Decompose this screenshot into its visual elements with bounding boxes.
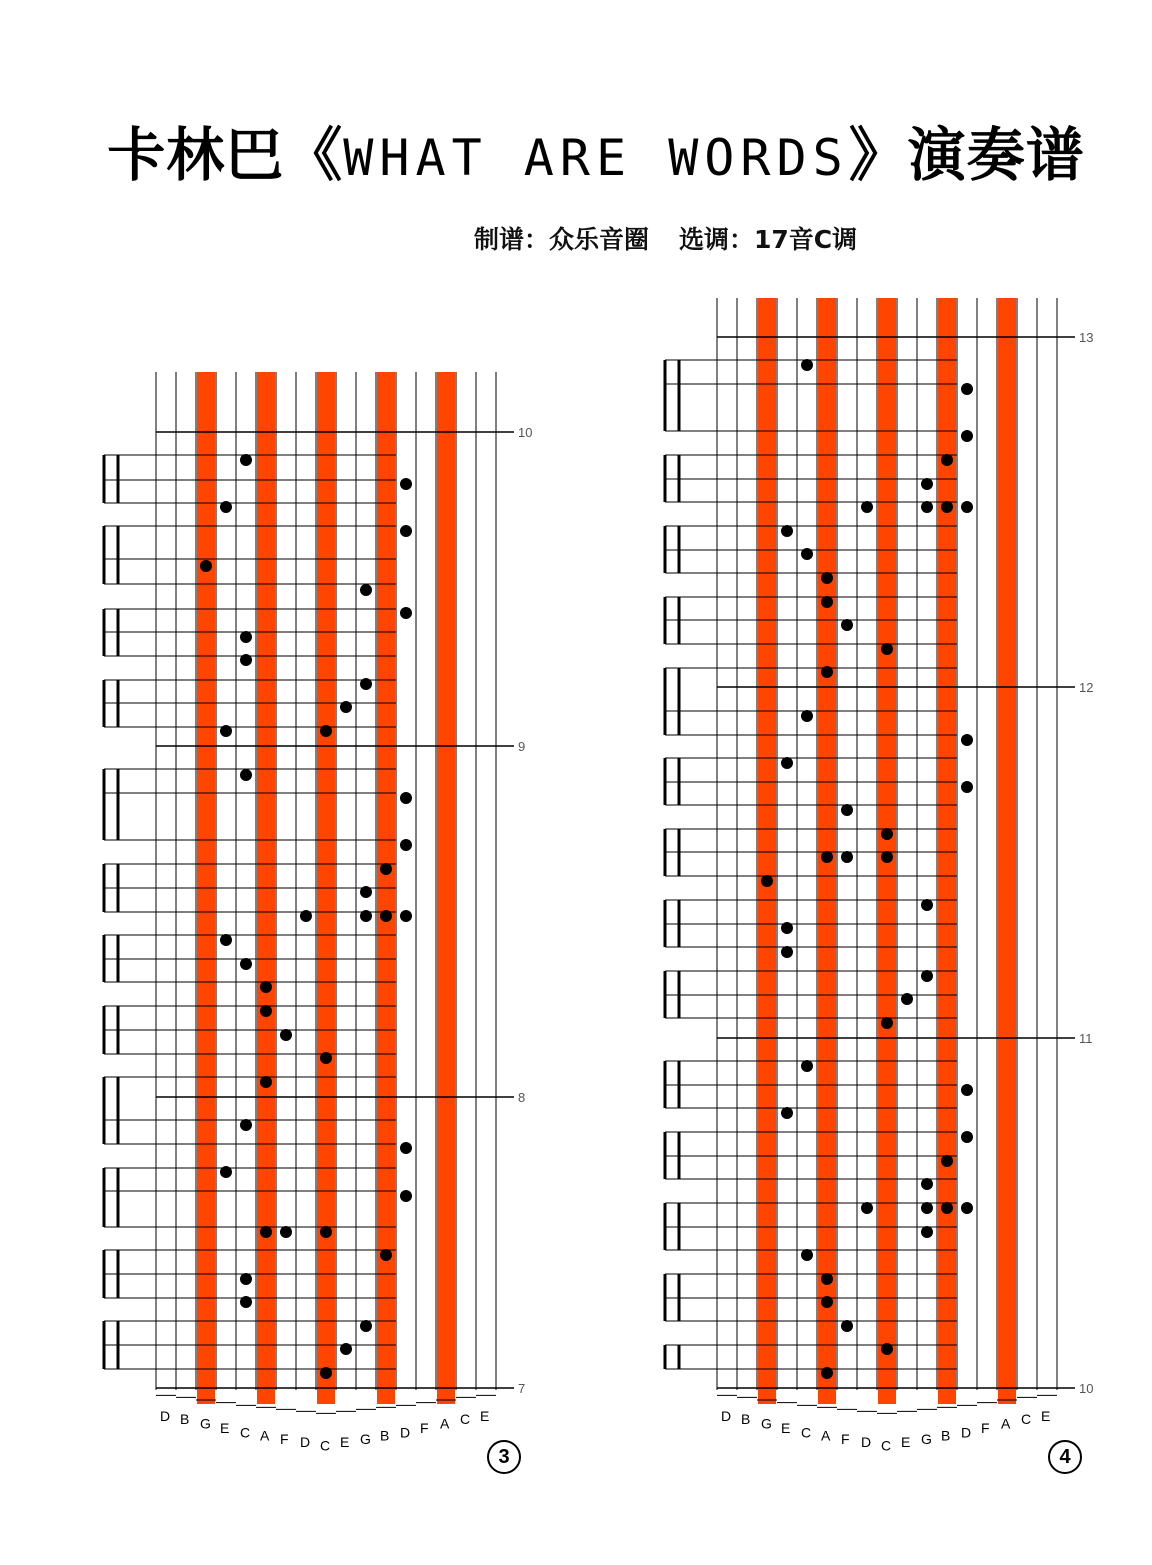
measure-number: 10	[518, 425, 533, 440]
measure-number: 12	[1079, 680, 1094, 695]
title-prefix: 卡林巴《	[107, 121, 344, 189]
note-dot	[240, 631, 252, 643]
tine-label: E	[901, 1434, 911, 1451]
tine-label: F	[280, 1430, 289, 1447]
note-dot	[941, 1155, 953, 1167]
note-dot	[921, 478, 933, 490]
note-dot	[340, 1343, 352, 1355]
measure-number: 11	[1079, 1031, 1093, 1046]
note-dot	[821, 1273, 833, 1285]
note-dot	[921, 1202, 933, 1214]
note-dot	[961, 430, 973, 442]
note-dot	[941, 454, 953, 466]
key-label: 选调：17音C调	[679, 225, 858, 254]
note-dot	[761, 875, 773, 887]
tine-label: C	[801, 1424, 812, 1441]
note-dot	[360, 584, 372, 596]
tine-label: F	[981, 1419, 990, 1436]
note-dot	[240, 1273, 252, 1285]
note-dot	[400, 525, 412, 537]
note-dot	[380, 1249, 392, 1261]
page-number-badge-4: 4	[1048, 1440, 1082, 1474]
note-dot	[881, 1017, 893, 1029]
note-dot	[881, 851, 893, 863]
note-dot	[841, 851, 853, 863]
note-dot	[240, 654, 252, 666]
note-dot	[881, 643, 893, 655]
note-dot	[941, 501, 953, 513]
note-dot	[400, 1190, 412, 1202]
tine-label: D	[861, 1434, 872, 1451]
note-dot	[921, 1226, 933, 1238]
tine-label: C	[460, 1411, 471, 1428]
note-dot	[380, 863, 392, 875]
tine-label: G	[200, 1415, 211, 1432]
note-dot	[240, 769, 252, 781]
note-dot	[921, 899, 933, 911]
note-dot	[280, 1029, 292, 1041]
note-dot	[961, 734, 973, 746]
note-dot	[801, 1249, 813, 1261]
arranger-label: 制谱：众乐音圈	[474, 225, 650, 254]
tine-label: E	[781, 1419, 791, 1436]
measure-number: 9	[518, 739, 526, 754]
note-dot	[801, 710, 813, 722]
note-dot	[220, 501, 232, 513]
orange-tine	[437, 372, 455, 1404]
note-dot	[260, 981, 272, 993]
tine-label: E	[480, 1407, 490, 1424]
note-dot	[801, 548, 813, 560]
note-dot	[781, 946, 793, 958]
tine-label: B	[741, 1411, 751, 1428]
note-dot	[881, 828, 893, 840]
measure-number: 8	[518, 1090, 526, 1105]
note-dot	[821, 1296, 833, 1308]
tine-label: D	[961, 1424, 972, 1441]
note-dot	[961, 781, 973, 793]
note-dot	[921, 501, 933, 513]
tine-label: E	[340, 1434, 350, 1451]
note-dot	[781, 1107, 793, 1119]
measure-number: 7	[518, 1381, 526, 1396]
note-dot	[320, 1226, 332, 1238]
note-dot	[400, 607, 412, 619]
tine-label: F	[841, 1430, 850, 1447]
note-dot	[961, 1131, 973, 1143]
note-dot	[220, 725, 232, 737]
note-dot	[781, 525, 793, 537]
note-dot	[300, 910, 312, 922]
note-dot	[260, 1076, 272, 1088]
note-dot	[921, 1178, 933, 1190]
tine-label: D	[721, 1407, 732, 1424]
note-dot	[861, 501, 873, 513]
note-dot	[821, 596, 833, 608]
note-dot	[961, 383, 973, 395]
measure-number: 13	[1079, 330, 1094, 345]
note-dot	[400, 478, 412, 490]
note-dot	[821, 666, 833, 678]
tine-label: A	[1001, 1415, 1011, 1432]
note-dot	[360, 910, 372, 922]
note-dot	[280, 1226, 292, 1238]
note-dot	[821, 1367, 833, 1379]
tine-label: B	[380, 1427, 390, 1444]
tine-label: G	[360, 1430, 371, 1447]
note-dot	[320, 725, 332, 737]
note-dot	[841, 1320, 853, 1332]
tine-label: A	[260, 1427, 270, 1444]
note-dot	[240, 1119, 252, 1131]
note-dot	[260, 1226, 272, 1238]
tine-label: D	[300, 1434, 311, 1451]
measure-number: 10	[1079, 1381, 1094, 1396]
note-dot	[781, 922, 793, 934]
note-dot	[781, 757, 793, 769]
tine-label: B	[180, 1411, 190, 1428]
tine-label: G	[761, 1415, 772, 1432]
tine-label: A	[821, 1427, 831, 1444]
note-dot	[941, 1202, 953, 1214]
note-dot	[961, 1084, 973, 1096]
note-dot	[400, 792, 412, 804]
note-dot	[360, 1320, 372, 1332]
tine-label: C	[240, 1424, 251, 1441]
tine-label: E	[220, 1419, 230, 1436]
note-dot	[901, 993, 913, 1005]
note-dot	[220, 1166, 232, 1178]
note-dot	[961, 501, 973, 513]
note-dot	[821, 851, 833, 863]
title-song: WHAT ARE WORDS	[343, 129, 849, 187]
note-dot	[320, 1367, 332, 1379]
note-dot	[340, 701, 352, 713]
tine-label: D	[400, 1424, 411, 1441]
note-dot	[320, 1052, 332, 1064]
tine-label: C	[1021, 1411, 1032, 1428]
tine-label: C	[881, 1437, 892, 1454]
note-dot	[400, 839, 412, 851]
note-dot	[220, 934, 232, 946]
note-dot	[881, 1343, 893, 1355]
title-suffix: 》演奏谱	[848, 121, 1085, 189]
note-dot	[240, 958, 252, 970]
note-dot	[821, 572, 833, 584]
note-dot	[240, 1296, 252, 1308]
note-dot	[360, 678, 372, 690]
note-dot	[801, 359, 813, 371]
note-dot	[801, 1060, 813, 1072]
note-dot	[240, 454, 252, 466]
note-dot	[200, 560, 212, 572]
note-dot	[400, 910, 412, 922]
orange-tine	[758, 298, 776, 1404]
tine-label: F	[420, 1419, 429, 1436]
tine-label: B	[941, 1427, 951, 1444]
tine-label: A	[440, 1415, 450, 1432]
note-dot	[360, 886, 372, 898]
note-dot	[961, 1202, 973, 1214]
orange-tine	[998, 298, 1016, 1404]
note-dot	[400, 1142, 412, 1154]
tine-label: G	[921, 1430, 932, 1447]
note-dot	[841, 804, 853, 816]
tine-label: E	[1041, 1407, 1051, 1424]
note-dot	[380, 910, 392, 922]
note-dot	[861, 1202, 873, 1214]
page-number-badge-3: 3	[487, 1440, 521, 1474]
tine-label: D	[160, 1407, 171, 1424]
note-dot	[841, 619, 853, 631]
note-dot	[921, 970, 933, 982]
note-dot	[260, 1005, 272, 1017]
tine-label: C	[320, 1437, 331, 1454]
